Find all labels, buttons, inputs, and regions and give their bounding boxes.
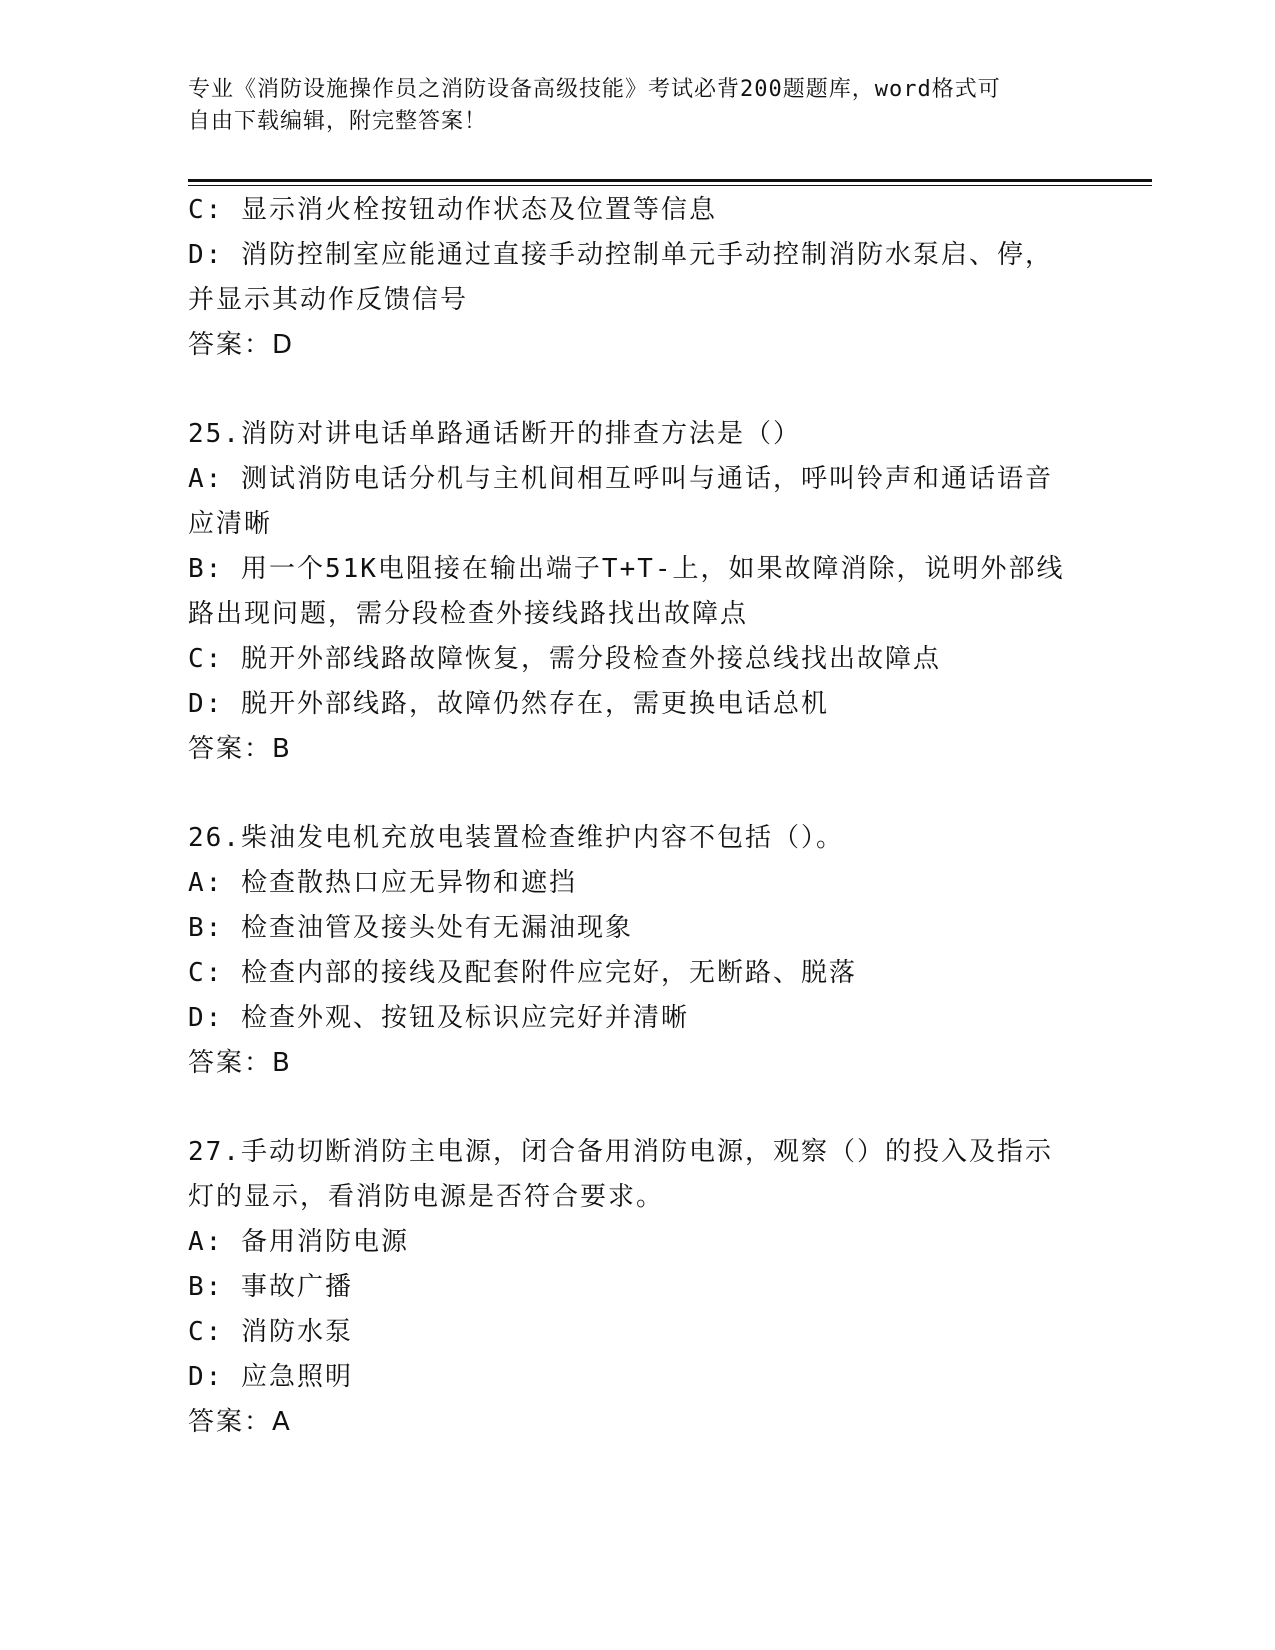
header-line-1: 专业《消防设施操作员之消防设备高级技能》考试必背200题题库，word格式可	[188, 77, 1001, 102]
question-25	[188, 412, 1088, 772]
question-stem-line-1: 27.手动切断消防主电源，闭合备用消防电源，观察（）的投入及指示	[188, 1137, 1053, 1167]
answer: 答案：B	[188, 734, 292, 764]
answer: 答案：B	[188, 1048, 292, 1078]
question-content	[188, 188, 1088, 1445]
question-stem-line-2: 灯的显示，看消防电源是否符合要求。	[188, 1182, 665, 1212]
question-stem: 26.柴油发电机充放电装置检查维护内容不包括（）。	[188, 823, 844, 853]
header-divider-thick	[188, 179, 1152, 182]
option-a-line-2: 应清晰	[188, 509, 273, 539]
option-c: C: 脱开外部线路故障恢复，需分段检查外接总线找出故障点	[188, 644, 941, 674]
option-c: C: 显示消火栓按钮动作状态及位置等信息	[188, 195, 717, 225]
question-stem: 25.消防对讲电话单路通话断开的排查方法是（）	[188, 419, 801, 449]
document-header	[188, 74, 1088, 138]
option-a: A: 检查散热口应无异物和遮挡	[188, 868, 577, 898]
option-b: B: 事故广播	[188, 1272, 353, 1302]
answer: 答案：A	[188, 1407, 292, 1437]
question-26	[188, 816, 1088, 1086]
answer: 答案：D	[188, 330, 295, 360]
option-c: C: 消防水泵	[188, 1317, 353, 1347]
option-a: A: 备用消防电源	[188, 1227, 409, 1257]
option-d: D: 应急照明	[188, 1362, 353, 1392]
option-b-line-1: B: 用一个51K电阻接在输出端子T+T-上，如果故障消除，说明外部线	[188, 554, 1065, 584]
option-c: C: 检查内部的接线及配套附件应完好，无断路、脱落	[188, 958, 857, 988]
option-a-line-1: A: 测试消防电话分机与主机间相互呼叫与通话，呼叫铃声和通话语音	[188, 464, 1053, 494]
option-b: B: 检查油管及接头处有无漏油现象	[188, 913, 633, 943]
option-b-line-2: 路出现问题，需分段检查外接线路找出故障点	[188, 599, 749, 629]
header-line-2: 自由下载编辑，附完整答案！	[188, 109, 488, 134]
option-d: D: 脱开外部线路，故障仍然存在，需更换电话总机	[188, 689, 829, 719]
option-d-line-1: D: 消防控制室应能通过直接手动控制单元手动控制消防水泵启、停，	[188, 240, 1053, 270]
question-27	[188, 1130, 1088, 1445]
question-fragment	[188, 188, 1088, 368]
option-d-line-2: 并显示其动作反馈信号	[188, 285, 469, 315]
header-divider-thin	[188, 185, 1152, 186]
option-d: D: 检查外观、按钮及标识应完好并清晰	[188, 1003, 689, 1033]
